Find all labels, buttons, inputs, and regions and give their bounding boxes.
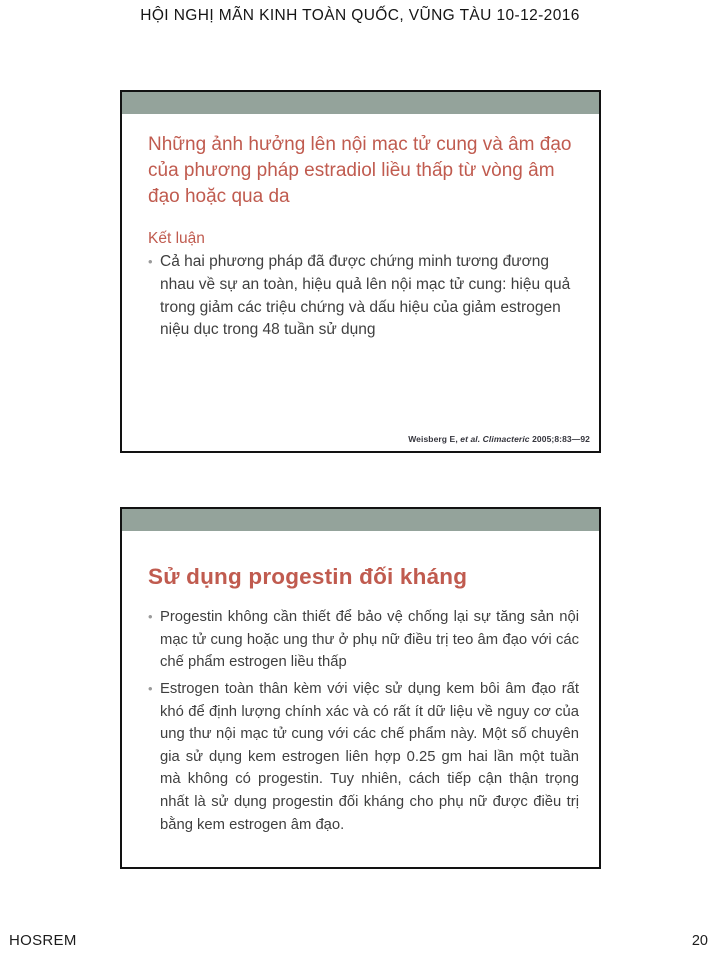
slide-1-bullet-text: Cả hai phương pháp đã được chứng minh tương đương nhau về sự an toàn, hiệu quả lên nội mạc tử cung: hiệu quả trong giảm các triệu chứng và dấu hiệu của giảm estrogen niệu dục trong 48 tuần sử dụng: [160, 252, 571, 339]
citation-authors: Weisberg E,: [408, 434, 461, 444]
bullet-dot-icon: •: [148, 609, 153, 624]
slide-1-subtitle: Kết luận: [148, 229, 205, 247]
slide-1-accent-bar: [122, 92, 599, 114]
slide-1-body: [122, 114, 599, 451]
slide-2-bullet-list: [148, 606, 579, 836]
slide-2-bullet-text: Estrogen toàn thân kèm với việc sử dụng kem bôi âm đạo rất khó để định lượng chính xác và có rất ít dữ liệu về nguy cơ của ung thư nội mạc tử cung với các chế phẩm này. Một số chuyên gia sử dụng kem estrogen liên hợp 0.25 gm hai lần một tuần mà không có progestin. Tuy nhiên, cách tiếp cận thận trọng nhất là sử dụng progestin đối kháng cho phụ nữ được điều trị bằng kem estrogen âm đạo.: [160, 680, 579, 833]
bullet-dot-icon: •: [148, 253, 153, 269]
slide-2-body: [122, 531, 599, 867]
citation-pages: 2005;8:83—92: [529, 434, 590, 444]
footer-organization: HOSREM: [9, 932, 77, 949]
slide-1-citation: [408, 434, 590, 444]
slide-1-bullet: [148, 251, 579, 343]
citation-journal: et al. Climacteric: [460, 434, 530, 444]
slide-2-title: Sử dụng progestin đối kháng: [148, 564, 468, 589]
slide-1-title: Những ảnh hưởng lên nội mạc tử cung và âm đạo của phương pháp estradiol liều thấp từ vòng âm đạo hoặc qua da: [148, 134, 572, 208]
slide-2-bullet: [148, 606, 579, 674]
slide-1: [120, 90, 601, 453]
slide-2-bullet-text: Progestin không cần thiết để bảo vệ chống lại sự tăng sản nội mạc tử cung hoặc ung thư ở phụ nữ điều trị teo âm đạo với các chế phẩm estrogen liều thấp: [160, 609, 579, 671]
footer-page-number: 20: [691, 933, 708, 949]
bullet-dot-icon: •: [148, 680, 153, 696]
conference-header: HỘI NGHỊ MÃN KINH TOÀN QUỐC, VŨNG TÀU 10-12-2016: [140, 7, 580, 24]
slide-2-bullet: [148, 678, 579, 836]
slide-2: [120, 507, 601, 869]
slide-2-accent-bar: [122, 509, 599, 531]
